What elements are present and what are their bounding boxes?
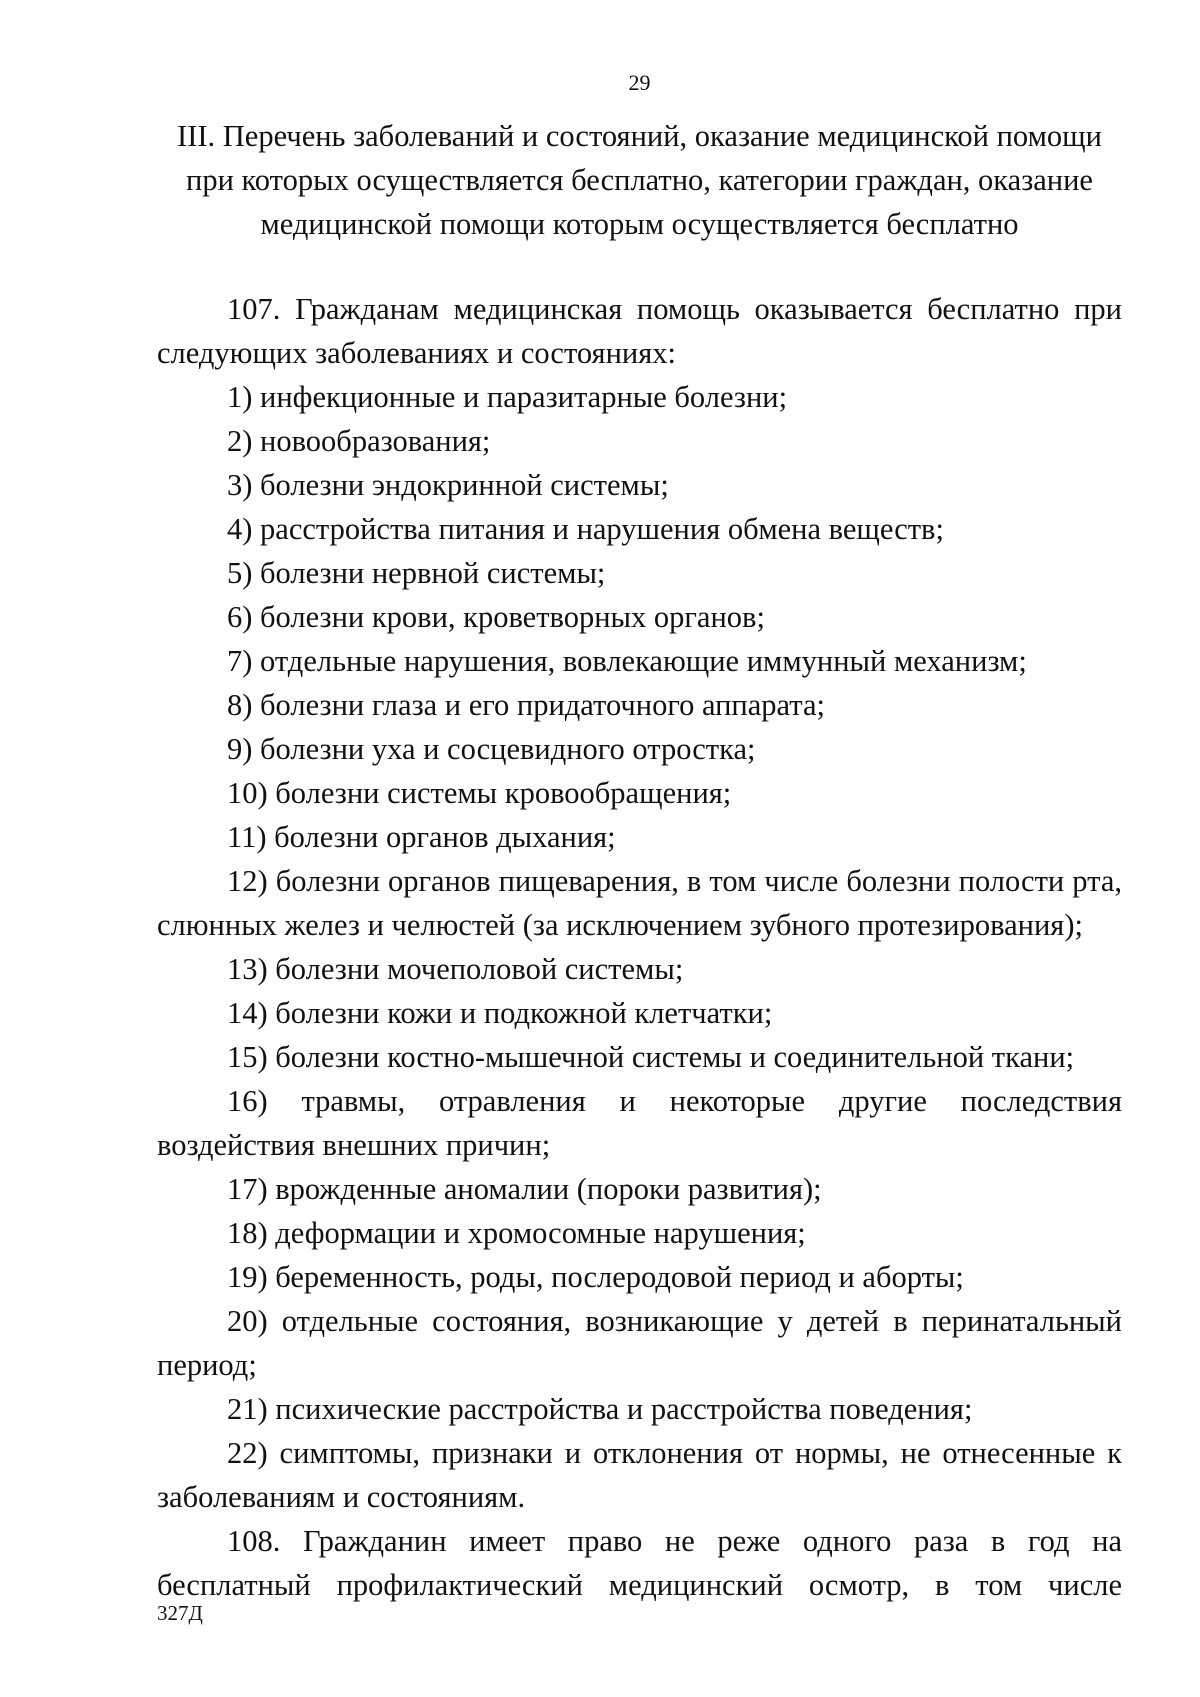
- list-item: 10) болезни системы кровообращения;: [227, 776, 732, 810]
- list-item: 12) болезни органов пищеварения, в том числе болезни полости рта, слюнных желез и челюстей (за исключением зубного протезирования);: [157, 864, 1122, 942]
- list-item: 22) симптомы, признаки и отклонения от нормы, не отнесенные к заболеваниям и состояниям.: [157, 1436, 1122, 1514]
- list-item: 3) болезни эндокринной системы;: [227, 468, 669, 502]
- list-item: 19) беременность, роды, послеродовой период и аборты;: [227, 1260, 964, 1294]
- page-number: 29: [628, 70, 651, 95]
- list-item: 9) болезни уха и сосцевидного отростка;: [227, 732, 756, 766]
- list-item: 15) болезни костно-мышечной системы и соединительной ткани;: [227, 1040, 1075, 1074]
- document-body: [157, 287, 1122, 1607]
- list-item: 18) деформации и хромосомные нарушения;: [227, 1216, 806, 1250]
- section-title-line: медицинской помощи которым осуществляется бесплатно: [260, 207, 1019, 241]
- document-page: [157, 0, 1122, 1697]
- list-item: 21) психические расстройства и расстройства поведения;: [227, 1392, 973, 1426]
- document-code: 327Д: [157, 1601, 203, 1625]
- list-item: 13) болезни мочеполовой системы;: [227, 952, 684, 986]
- list-item: 5) болезни нервной системы;: [227, 556, 606, 590]
- section-title: [157, 114, 1122, 246]
- section-title-line: при которых осуществляется бесплатно, категории граждан, оказание: [186, 163, 1093, 197]
- list-item: 7) отдельные нарушения, вовлекающие иммунный механизм;: [227, 644, 1027, 678]
- clause-paragraph: 108. Гражданин имеет право не реже одного раза в год на бесплатный профилактический медицинский осмотр, в том числе: [157, 1524, 1122, 1602]
- list-item: 16) травмы, отравления и некоторые другие последствия воздействия внешних причин;: [157, 1084, 1122, 1162]
- list-item: 8) болезни глаза и его придаточного аппарата;: [227, 688, 825, 722]
- section-title-line: III. Перечень заболеваний и состояний, оказание медицинской помощи: [177, 119, 1102, 153]
- list-item: 4) расстройства питания и нарушения обмена веществ;: [227, 512, 944, 546]
- clause-paragraph: 107. Гражданам медицинская помощь оказывается бесплатно при следующих заболеваниях и состояниях:: [157, 292, 1122, 370]
- list-item: 2) новообразования;: [227, 424, 491, 458]
- list-item: 11) болезни органов дыхания;: [227, 820, 616, 854]
- list-item: 6) болезни крови, кроветворных органов;: [227, 600, 765, 634]
- list-item: 20) отдельные состояния, возникающие у детей в перинатальный период;: [157, 1304, 1122, 1382]
- list-item: 17) врожденные аномалии (пороки развития);: [227, 1172, 822, 1206]
- list-item: 14) болезни кожи и подкожной клетчатки;: [227, 996, 773, 1030]
- list-item: 1) инфекционные и паразитарные болезни;: [227, 380, 788, 414]
